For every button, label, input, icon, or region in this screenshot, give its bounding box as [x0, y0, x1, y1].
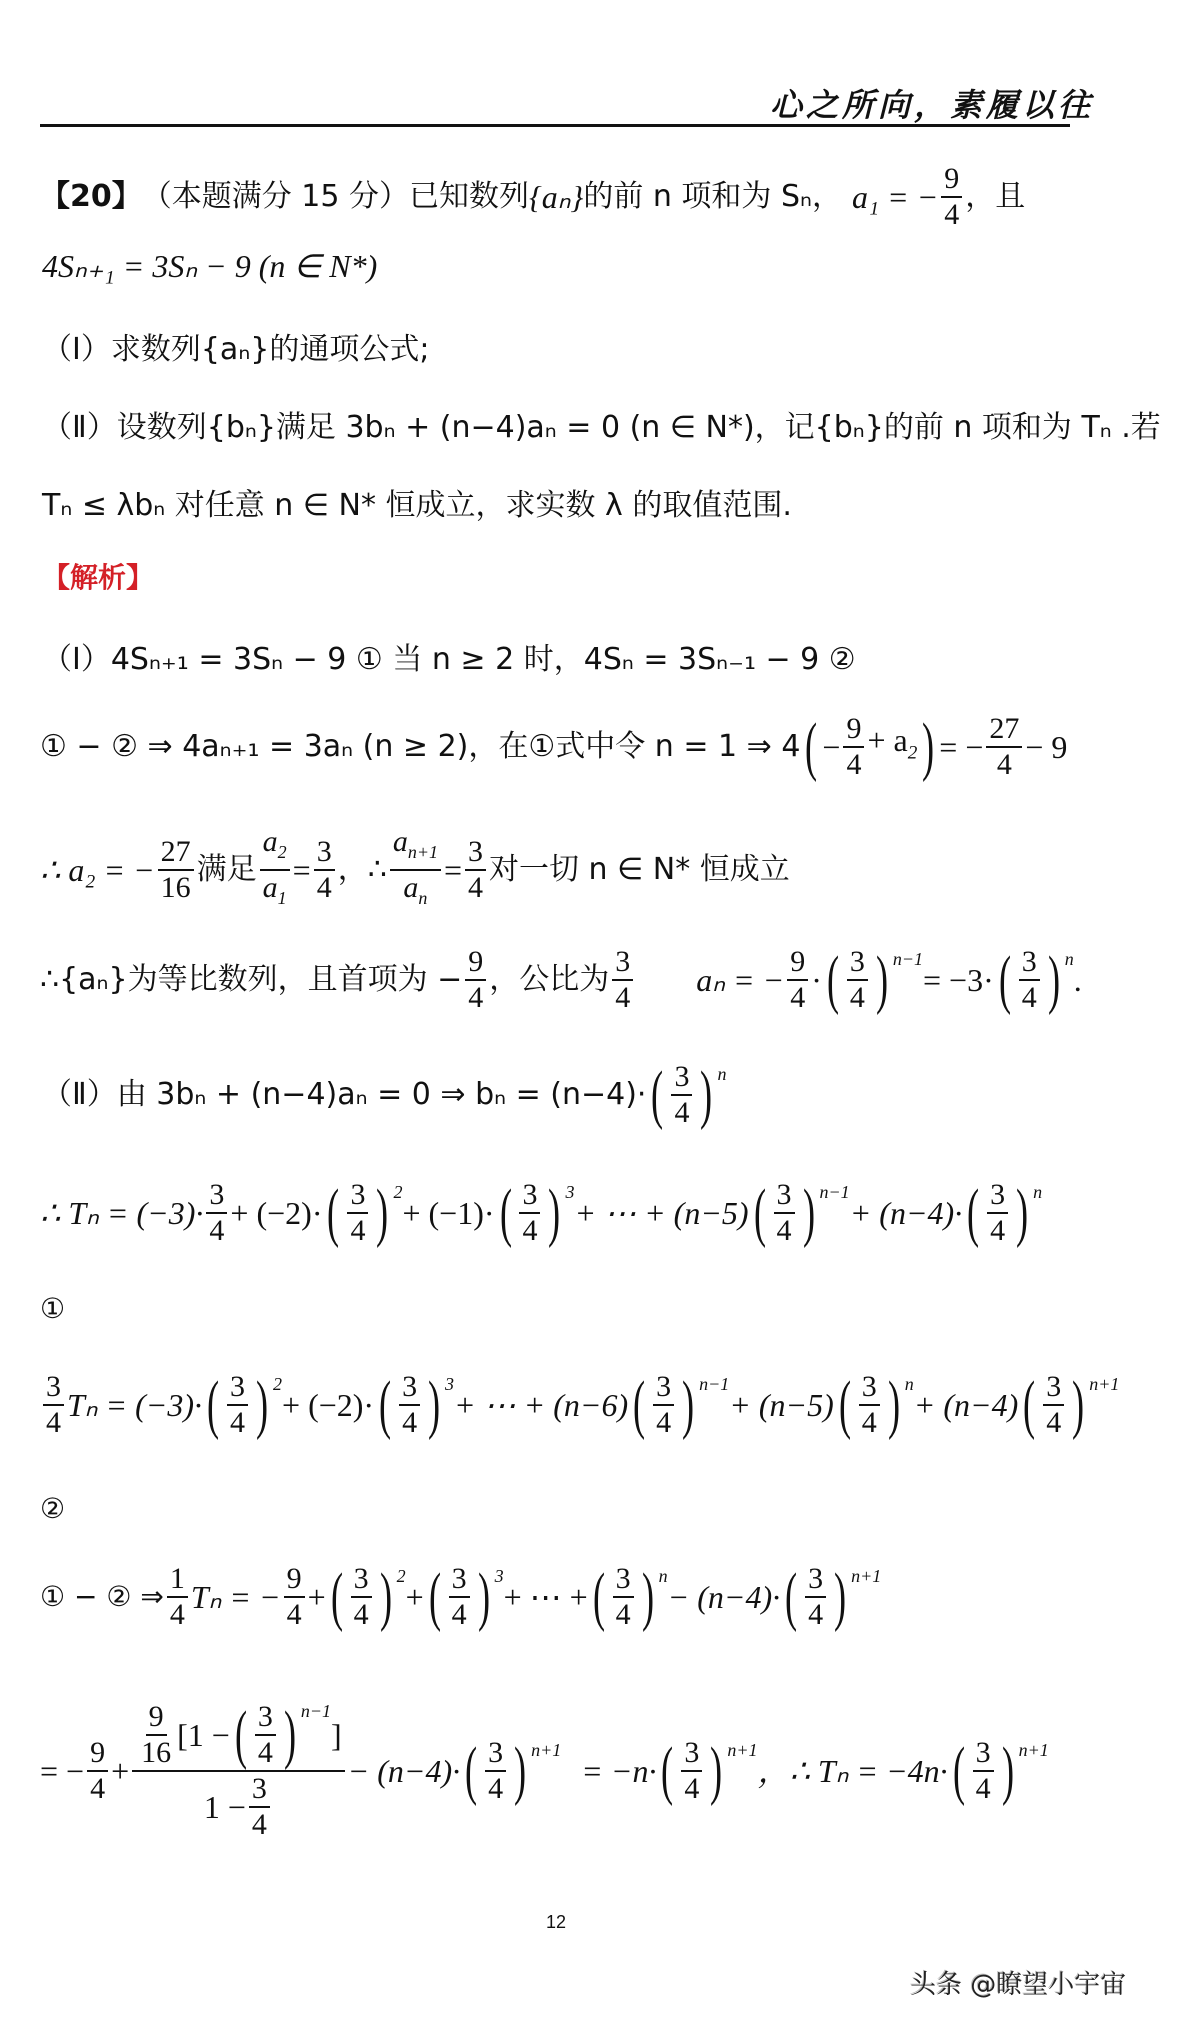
solution-step-7: $\frac{3}{4}$ Tₙ = (−3)· ( $\frac{3}{4}$ ) 2 + (−2)· ( $\frac{3}{4}$ ) 3 + ⋯ + (n−6) ( $\frac{3}{4}$ ) n−1 + (n−5) ( $\frac{3}{4}$ ) n + (n−4) ( $\frac{3}{4}$ ) n+1 — [40, 1370, 1119, 1440]
part-1: （Ⅰ）求数列{aₙ}的通项公式; — [42, 332, 430, 367]
solution-step-6: ∴ Tₙ = (−3)· $\frac{3}{4}$ + (−2)· ( $\frac{3}{4}$ ) 2 + (−1)· ( $\frac{3}{4}$ ) 3 + ⋯ + (n−5) ( $\frac{3}{4}$ ) n−1 + (n−4)· ( $\frac{3}{4}$ ) n — [40, 1176, 1043, 1249]
a1-label: a₁ = − — [851, 179, 939, 215]
solution-step-4: ∴{aₙ}为等比数列，且首项为 − $\frac{9}{4}$ ，公比为 $\frac{3}{4}$ aₙ = − $\frac{9}{4}$ · ( $\frac{3}{4}$ ) n−1 = −3· ( $\frac{3}{4}$ ) n . — [40, 943, 1082, 1016]
solution-step-2: ① − ② ⇒ 4aₙ₊₁ = 3aₙ (n ≥ 2)，在①式中令 n = 1 ⇒ 4 ( − $\frac{9}{4}$ + $a_2$ ) = − $\frac{27}{4}$ − 9 — [40, 710, 1068, 783]
problem-intro: （本题满分 15 分）已知数列 — [141, 179, 529, 214]
solution-step-9: = − $\frac{9}{4}$ + $\frac{9}{16}$ [1 − ( $\frac{3}{4}$ ) n−1 ] 1 − $\frac{3}{4}$ − (n−4)· ( $\frac{3}{4}$ ) n+1 = −n· ( $\frac{3}{4}$ ) n+1 ，∴ Tₙ = −4n· ( $\frac{3}{4}$ ) n+1 — [40, 1698, 1049, 1841]
problem-intro2: 的前 n 项和为 Sₙ， — [583, 179, 842, 214]
solution-step-1: （Ⅰ）4Sₙ₊₁ = 3Sₙ − 9 ① 当 n ≥ 2 时，4Sₙ = 3Sₙ₋₁ − 9 ② — [42, 642, 856, 677]
a1-fraction: $\frac{9}{4}$ — [941, 162, 962, 232]
header-divider — [40, 124, 1070, 127]
watermark: 头条 @瞭望小宇宙 — [910, 1970, 1127, 2000]
page-number: 12 — [546, 1912, 567, 1932]
problem-number: 【20】 — [40, 179, 142, 214]
geometric-sum-fraction: $\frac{9}{16}$ [1 − ( $\frac{3}{4}$ ) n−1 ] 1 − $\frac{3}{4}$ — [132, 1700, 344, 1842]
header-motto: 心之所向，素履以往 — [770, 86, 1095, 124]
part-2-line-2: Tₙ ≤ λbₙ 对任意 n ∈ N* 恒成立，求实数 λ 的取值范围. — [42, 488, 792, 523]
problem-line-1 — [40, 162, 1025, 232]
recurrence: 4Sₙ₊₁ = 3Sₙ − 9 (n ∈ N*) — [42, 248, 378, 284]
solution-step-5: （Ⅱ）由 3bₙ + (n−4)aₙ = 0 ⇒ bₙ = (n−4)· ( $\frac{3}{4}$ ) n — [42, 1058, 727, 1131]
seq-a: {aₙ} — [529, 179, 584, 215]
solution-step-8: ① − ② ⇒ $\frac{1}{4}$ Tₙ = − $\frac{9}{4}$ + ( $\frac{3}{4}$ ) 2 + ( $\frac{3}{4}$ ) 3 + ⋯ + ( $\frac{3}{4}$ ) n − (n−4)· ( $\frac{3}{4}$ ) n+1 — [40, 1560, 882, 1633]
solution-heading: 【解析】 — [42, 561, 155, 594]
solution-step-3: ∴ a₂ = − $\frac{27}{16}$ 满足 $\frac{a_2}{a_1}$ = $\frac{3}{4}$ ，∴ $\frac{a_{n+1}}{a_n}$ = $\frac{3}{4}$ 对一切 n ∈ N* 恒成立 — [40, 825, 790, 908]
equation-label-1: ① — [40, 1292, 66, 1325]
problem-and: ，且 — [965, 179, 1026, 214]
part-2-line-1: （Ⅱ）设数列{bₙ}满足 3bₙ + (n−4)aₙ = 0 (n ∈ N*)，记{bₙ}的前 n 项和为 Tₙ .若 — [42, 410, 1161, 445]
equation-label-2: ② — [40, 1492, 66, 1525]
